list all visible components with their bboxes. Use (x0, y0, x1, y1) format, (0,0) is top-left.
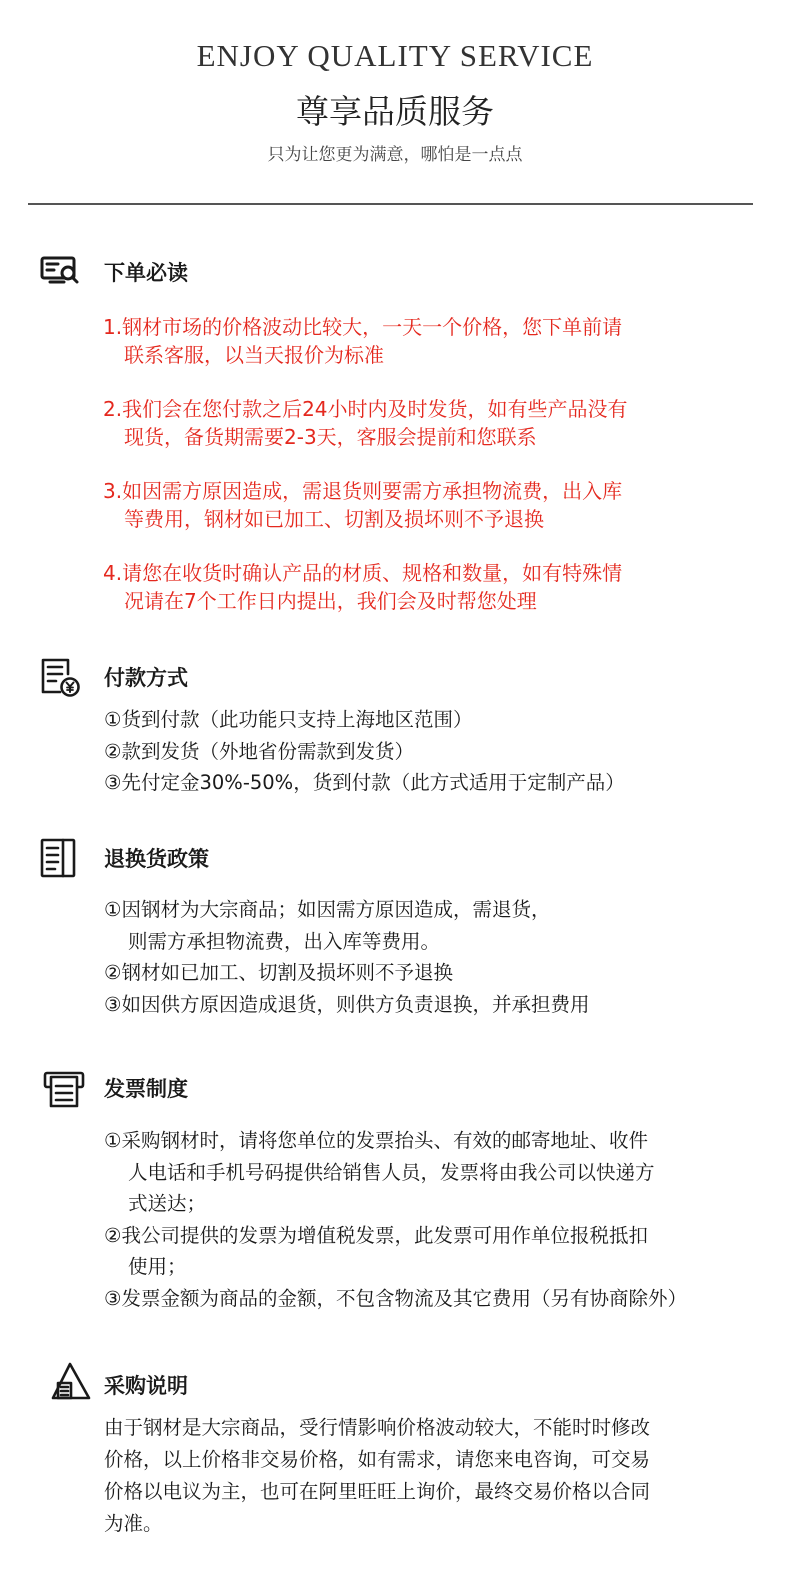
section-title-returns: 退换货政策 (104, 847, 209, 871)
list-item-continuation: 式送达； (128, 1192, 207, 1215)
payment-list (104, 704, 754, 799)
list-item: ②钢材如已加工、切割及损坏则不予退换 (104, 961, 453, 984)
list-item: ③如因供方原因造成退货，则供方负责退换，并承担费用 (104, 992, 590, 1016)
notice-item-2-line1: 2.我们会在您付款之后24小时内及时发货，如有些产品没有 (103, 397, 628, 421)
section-title-payment: 付款方式 (104, 666, 188, 690)
notice-item-2-line2: 现货，备货期需要2-3天，客服会提前和您联系 (124, 425, 537, 449)
notice-item-3 (103, 477, 743, 533)
notice-item-3-line2: 等费用，钢材如已加工、切割及损坏则不予退换 (124, 507, 544, 531)
list-item: ②款到发货（外地省份需款到发货） (104, 739, 414, 763)
list-item-continuation: 使用； (128, 1255, 187, 1278)
notice-item-4-line2: 况请在7个工作日内提出，我们会及时帮您处理 (124, 589, 537, 613)
list-item: ①采购钢材时，请将您单位的发票抬头、有效的邮寄地址、收件 (104, 1129, 648, 1152)
section-title-invoice: 发票制度 (104, 1077, 188, 1101)
list-item-continuation: 人电话和手机号码提供给销售人员，发票将由我公司以快递方 (128, 1160, 655, 1184)
returns-list (104, 894, 754, 1020)
list-item-continuation: 则需方承担物流费，出入库等费用。 (128, 929, 441, 953)
notice-item-1-line2: 联系客服，以当天报价为标准 (124, 343, 384, 367)
paragraph-line: 由于钢材是大宗商品，受行情影响价格波动较大，不能时时修改 (104, 1416, 651, 1439)
paragraph-line: 为准。 (104, 1512, 163, 1535)
document-list-icon (37, 836, 81, 880)
header-divider (28, 203, 753, 205)
notice-item-3-line1: 3.如因需方原因造成，需退货则要需方承担物流费，出入库 (103, 479, 623, 503)
paragraph-line: 价格以电议为主，也可在阿里旺旺上询价，最终交易价格以合同 (104, 1480, 651, 1503)
notice-item-4-line1: 4.请您在收货时确认产品的材质、规格和数量，如有特殊情 (103, 561, 623, 585)
notice-item-2 (103, 395, 743, 451)
list-item: ①货到付款（此功能只支持上海地区范围） (104, 708, 473, 731)
notice-item-4 (103, 559, 743, 615)
purchase-description (104, 1412, 744, 1540)
header-title-zh: 尊享品质服务 (296, 92, 494, 131)
notice-item-1 (103, 313, 743, 369)
list-item: ①因钢材为大宗商品；如因需方原因造成，需退货， (104, 898, 551, 921)
yuan-document-icon (38, 654, 82, 698)
invoice-icon (42, 1066, 86, 1110)
list-item: ②我公司提供的发票为增值税发票，此发票可用作单位报税抵扣 (104, 1223, 648, 1247)
warning-chart-icon (50, 1360, 94, 1404)
header-title-en: ENJOY QUALITY SERVICE (196, 38, 594, 73)
notice-item-1-line1: 1.钢材市场的价格波动比较大，一天一个价格，您下单前请 (103, 315, 623, 339)
invoice-list (104, 1125, 754, 1314)
monitor-search-icon (38, 252, 82, 296)
paragraph-line: 价格，以上价格非交易价格，如有需求，请您来电咨询，可交易 (104, 1448, 651, 1471)
list-item: ③先付定金30%-50%，货到付款（此方式适用于定制产品） (104, 771, 625, 794)
section-title-purchase: 采购说明 (104, 1374, 188, 1398)
header-subtitle: 只为让您更为满意，哪怕是一点点 (267, 145, 523, 165)
section-title-order-notice: 下单必读 (104, 261, 188, 285)
list-item: ③发票金额为商品的金额，不包含物流及其它费用（另有协商除外） (104, 1286, 687, 1310)
